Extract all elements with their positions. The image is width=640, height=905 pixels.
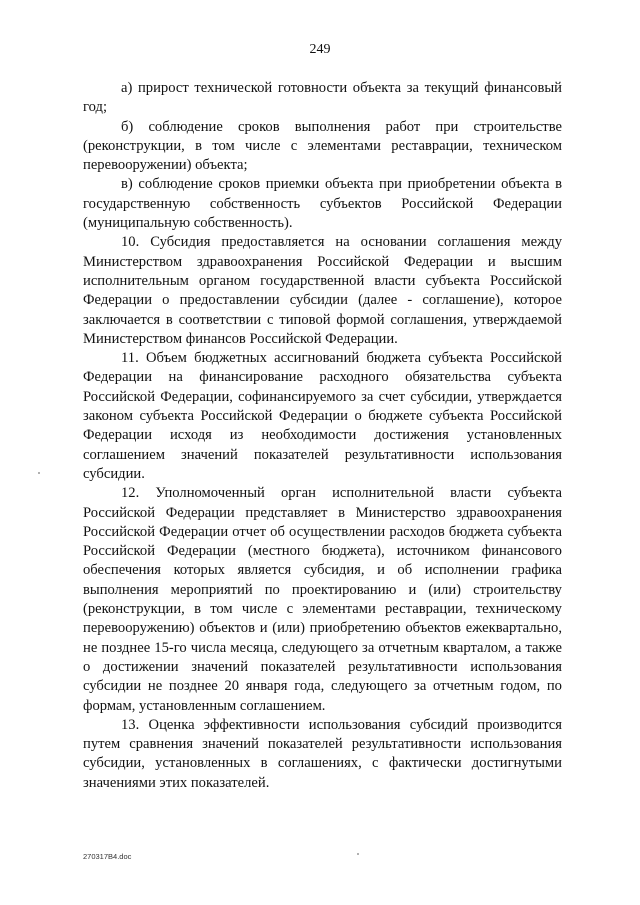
document-body — [83, 79, 562, 793]
paragraph-13: 13. Оценка эффективности использования субсидий производится путем сравнения значений показателей результативности использования субсидии, установленных в соглашениях, с фактически достигнутыми значениями этих показателей. — [83, 716, 562, 791]
paragraph-item-v: в) соблюдение сроков приемки объекта при приобретении объекта в государственную собственность субъектов Российской Федерации (муниципальную собственность). — [83, 176, 562, 232]
page-number: 249 — [309, 42, 331, 57]
scan-speck — [357, 853, 359, 855]
paragraph-item-b: б) соблюдение сроков выполнения работ при строительстве (реконструкции, в том числе с элементами реставрации, техническом перевооружении) объекта; — [83, 118, 562, 174]
file-name-label: 270317В4.doc — [83, 852, 132, 861]
scan-speck — [38, 472, 40, 474]
paragraph-10: 10. Субсидия предоставляется на основании соглашения между Министерством здравоохранения Российской Федерации и высшим исполнительным органом государственной власти субъекта Российской Федерации о предоставлении субсидии (далее - соглашение), которое заключается в соответствии с типовой формой соглашения, утверждаемой Министерством финансов Российской Федерации. — [83, 234, 562, 347]
paragraph-item-a: а) прирост технической готовности объекта за текущий финансовый год; — [83, 80, 562, 116]
paragraph-12: 12. Уполномоченный орган исполнительной власти субъекта Российской Федерации представляет в Министерство здравоохранения Российской Федерации отчет об осуществлении расходов бюджета субъекта Российской Федерации (местного бюджета), источником финансового обеспечения которых является субсидия, и об исполнении графика выполнения мероприятий по проектированию и (или) строительству (реконструкции, в том числе с элементами реставрации, техническому перевооружению) объектов и (или) приобретению объектов ежеквартально, не позднее 15-го числа месяца, следующего за отчетным кварталом, а также о достижении значений показателей результативности использования субсидии не позднее 20 января года, следующего за отчетным годом, по формам, установленным соглашением. — [83, 485, 562, 714]
paragraph-11: 11. Объем бюджетных ассигнований бюджета субъекта Российской Федерации на финансирование расходного обязательства субъекта Российской Федерации, софинансируемого за счет субсидии, утверждается законом субъекта Российской Федерации о бюджете субъекта Российской Федерации исходя из необходимости достижения установленных соглашением значений показателей результативности использования субсидии. — [83, 350, 562, 482]
